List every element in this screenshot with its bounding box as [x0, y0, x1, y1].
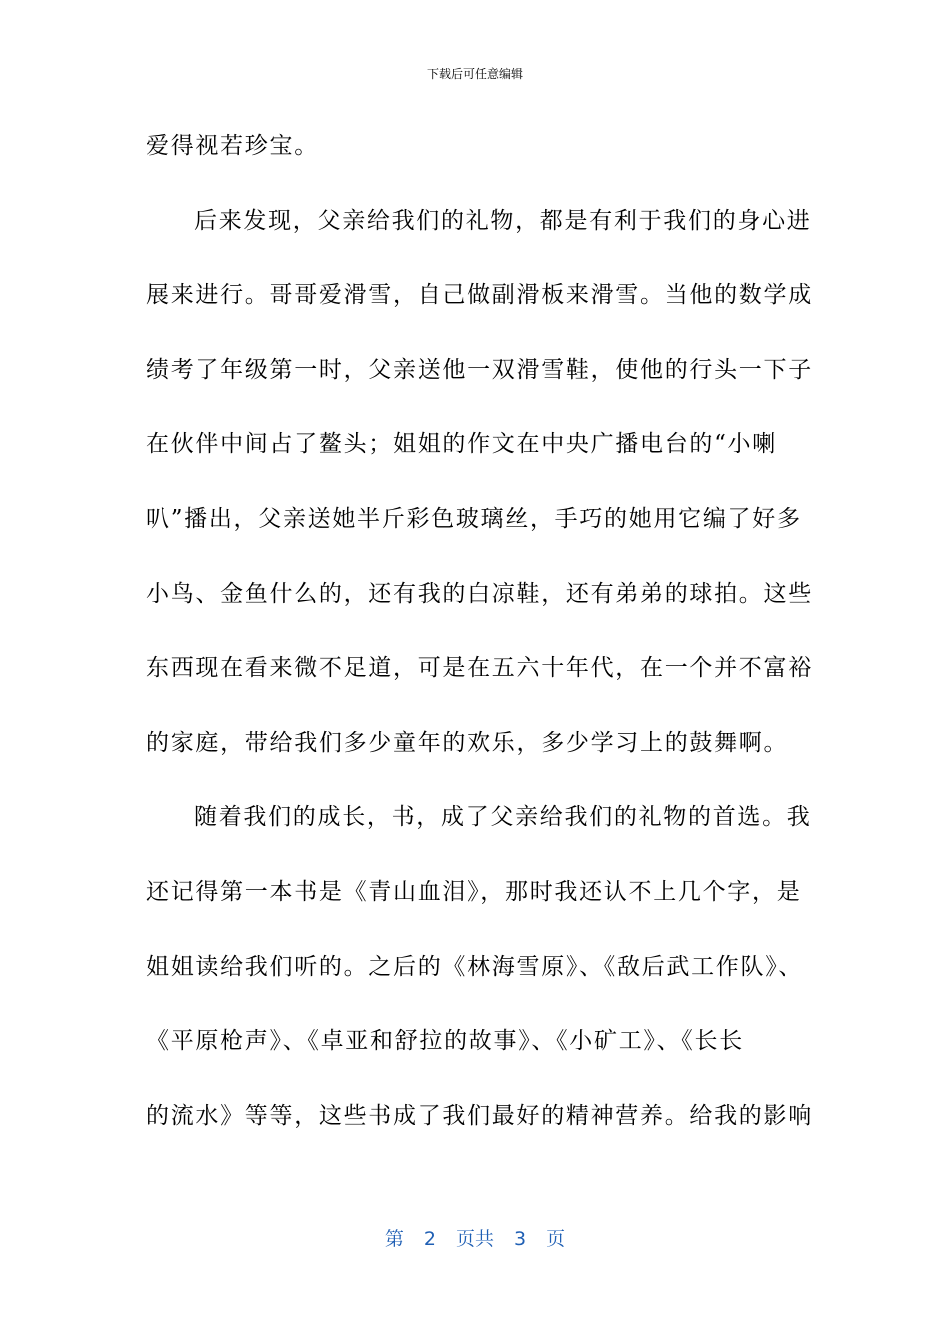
text-line: 的家庭，带给我们多少童年的欢乐，多少学习上的鼓舞啊。 — [146, 729, 789, 756]
text-line: 叭”播出，父亲送她半斤彩色玻璃丝，手巧的她用它编了好多 — [146, 505, 802, 532]
text-line: 还记得第一本书是《青山血泪》，那时我还认不上几个字，是 — [146, 878, 802, 905]
text-line: 《平原枪声》、《卓亚和舒拉的故事》、《小矿工》、《长长 — [146, 1028, 744, 1055]
document-body — [146, 124, 813, 1168]
footer-suffix: 页 — [546, 1228, 566, 1250]
text-line-paragraph-start: 后来发现，父亲给我们的礼物，都是有利于我们的身心进 — [194, 207, 812, 234]
text-line-paragraph-start: 随着我们的成长，书，成了父亲给我们的礼物的首选。我 — [194, 804, 812, 831]
text-line: 姐姐读给我们听的。之后的《林海雪原》、《敌后武工作队》、 — [146, 953, 804, 980]
footer-total-pages: 3 — [514, 1228, 527, 1250]
text-line: 的流水》等等，这些书成了我们最好的精神营养。给我的影响 — [146, 1102, 813, 1129]
page-footer — [0, 1224, 950, 1254]
text-line: 展来进行。哥哥爱滑雪，自己做副滑板来滑雪。当他的数学成 — [146, 282, 813, 309]
text-line: 绩考了年级第一时，父亲送他一双滑雪鞋，使他的行头一下子 — [146, 356, 813, 383]
text-line: 东西现在看来微不足道，可是在五六十年代，在一个并不富裕 — [146, 655, 813, 682]
text-line: 小鸟、金鱼什么的，还有我的白凉鞋，还有弟弟的球拍。这些 — [146, 580, 813, 607]
header-text: 下载后可任意编辑 — [426, 67, 523, 81]
text-line: 爱得视若珍宝。 — [146, 133, 319, 159]
footer-current-page: 2 — [423, 1228, 436, 1250]
footer-prefix: 第 — [384, 1228, 404, 1250]
page-header — [0, 66, 950, 82]
footer-middle: 页共 — [455, 1228, 494, 1250]
text-line: 在伙伴中间占了鳌头；姐姐的作文在中央广播电台的“小喇 — [146, 431, 777, 458]
